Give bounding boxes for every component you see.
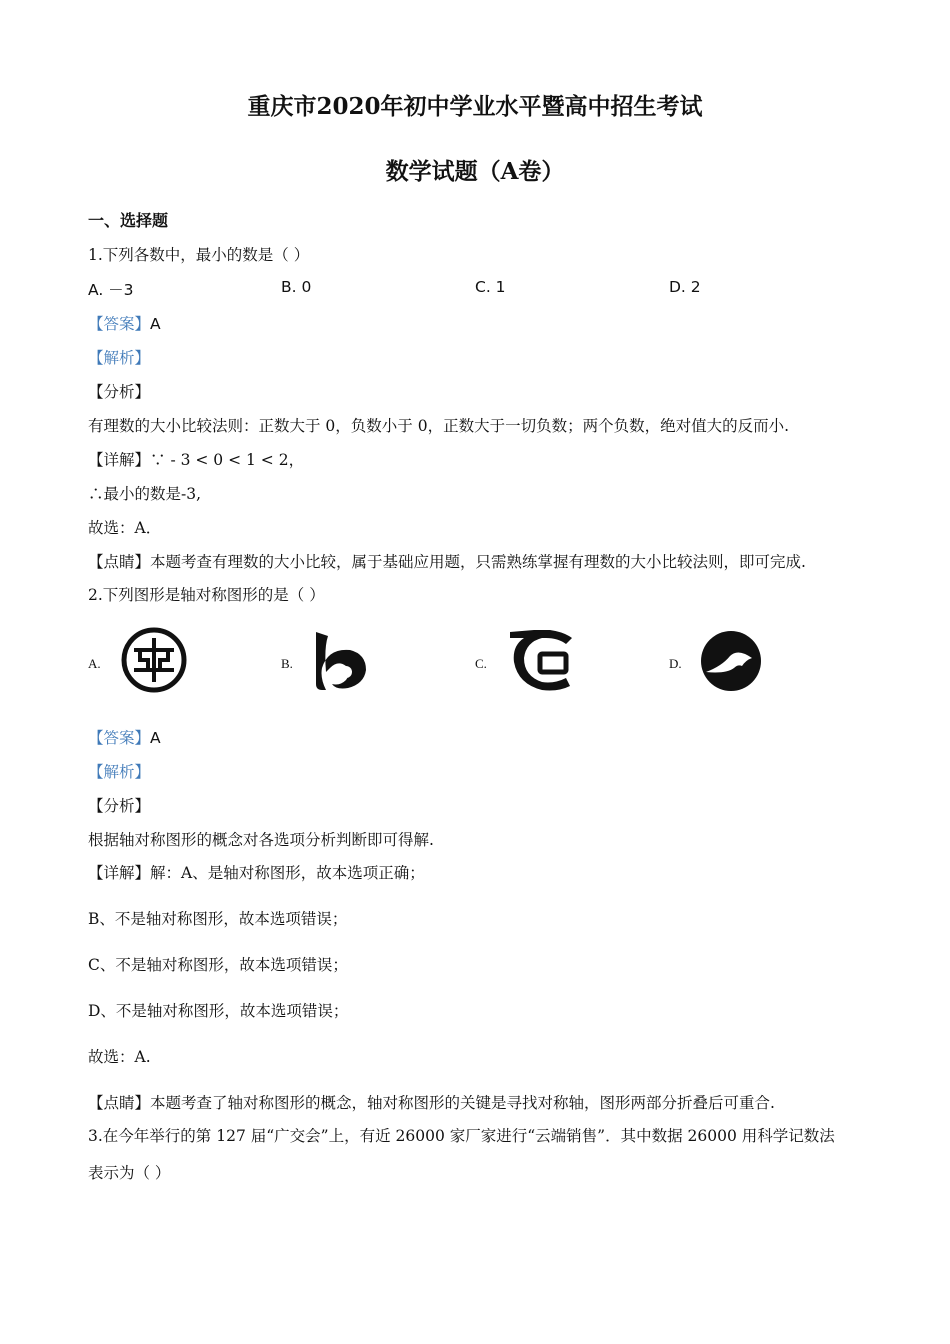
q1-therefore: ∴最小的数是-3, xyxy=(88,485,202,503)
dianjing-text: 本题考查有理数的大小比较，属于基础应用题，只需熟练掌握有理数的大小比较法则，即可完成. xyxy=(150,553,806,571)
answer-tag: 【答案】 xyxy=(88,729,151,747)
q1-option-d: D. 2 xyxy=(669,278,701,296)
q1-option-c: C. 1 xyxy=(475,278,506,296)
q2-line-c: C、不是轴对称图形，故本选项错误； xyxy=(88,956,348,974)
answer-value: A xyxy=(150,729,161,747)
mountain-logo-icon xyxy=(698,628,764,694)
q2-choose: 故选：A. xyxy=(88,1048,151,1066)
question-3-stem-line2: 表示为（ ） xyxy=(88,1164,171,1182)
q2-line-d: D、不是轴对称图形，故本选项错误； xyxy=(88,1002,349,1020)
answer-tag: 【答案】 xyxy=(88,315,151,333)
q2-fenxi-tag: 【分析】 xyxy=(88,797,151,815)
q1-fenxi-tag: 【分析】 xyxy=(88,383,151,401)
q2-dianjing xyxy=(88,1091,775,1113)
q1-answer xyxy=(88,312,161,334)
dianjing-tag: 【点睛】 xyxy=(88,1094,151,1112)
q1-fenxi-text: 有理数的大小比较法则：正数大于 0，负数小于 0，正数大于一切负数；两个负数，绝对值大的反而小. xyxy=(88,417,790,435)
section-heading: 一、选择题 xyxy=(88,211,169,230)
question-1-stem: 1.下列各数中，最小的数是（ ） xyxy=(88,246,310,264)
page-title: 重庆市2020年初中学业水平暨高中招生考试 xyxy=(247,93,703,120)
dianjing-tag: 【点睛】 xyxy=(88,553,151,571)
q2-fenxi-text: 根据轴对称图形的概念对各选项分析判断即可得解. xyxy=(88,831,434,849)
q1-option-a: A. －3 xyxy=(88,281,134,299)
q2-jiexi-tag: 【解析】 xyxy=(88,763,151,781)
q1-xiangjie xyxy=(88,448,304,470)
xiangjie-tag: 【详解】 xyxy=(88,864,151,882)
q1-choose: 故选：A． xyxy=(88,519,162,537)
q2-line-b: B、不是轴对称图形，故本选项错误； xyxy=(88,910,348,928)
question-2-stem: 2.下列图形是轴对称图形的是（ ） xyxy=(88,586,325,604)
q2-answer xyxy=(88,726,161,748)
c-logo-icon xyxy=(504,624,576,694)
q2-fig-label-a: A. xyxy=(88,656,101,671)
q1-jiexi-tag: 【解析】 xyxy=(88,349,151,367)
b-swirl-logo-icon xyxy=(306,628,372,694)
question-3-stem-line1: 3.在今年举行的第 127 届“广交会”上，有近 26000 家厂家进行“云端销售”．其中数据 26000 用科学记数法 xyxy=(88,1127,835,1145)
q1-option-b: B. 0 xyxy=(281,278,312,296)
q2-fig-label-d: D. xyxy=(669,656,682,671)
q2-fig-label-c: C. xyxy=(475,656,487,671)
bank-logo-icon xyxy=(118,624,190,696)
xiangjie-tag: 【详解】 xyxy=(88,451,151,469)
dianjing-text: 本题考查了轴对称图形的概念，轴对称图形的关键是寻找对称轴，图形两部分折叠后可重合. xyxy=(150,1094,775,1112)
q2-xiangjie xyxy=(88,861,425,883)
xiangjie-text: 解：A、是轴对称图形，故本选项正确； xyxy=(150,864,425,882)
q1-dianjing xyxy=(88,550,806,572)
xiangjie-text: ∵ - 3 < 0 < 1 < 2， xyxy=(150,451,305,469)
page-subtitle: 数学试题（A卷） xyxy=(385,158,565,185)
answer-value: A xyxy=(150,315,161,333)
q2-fig-label-b: B. xyxy=(281,656,293,671)
